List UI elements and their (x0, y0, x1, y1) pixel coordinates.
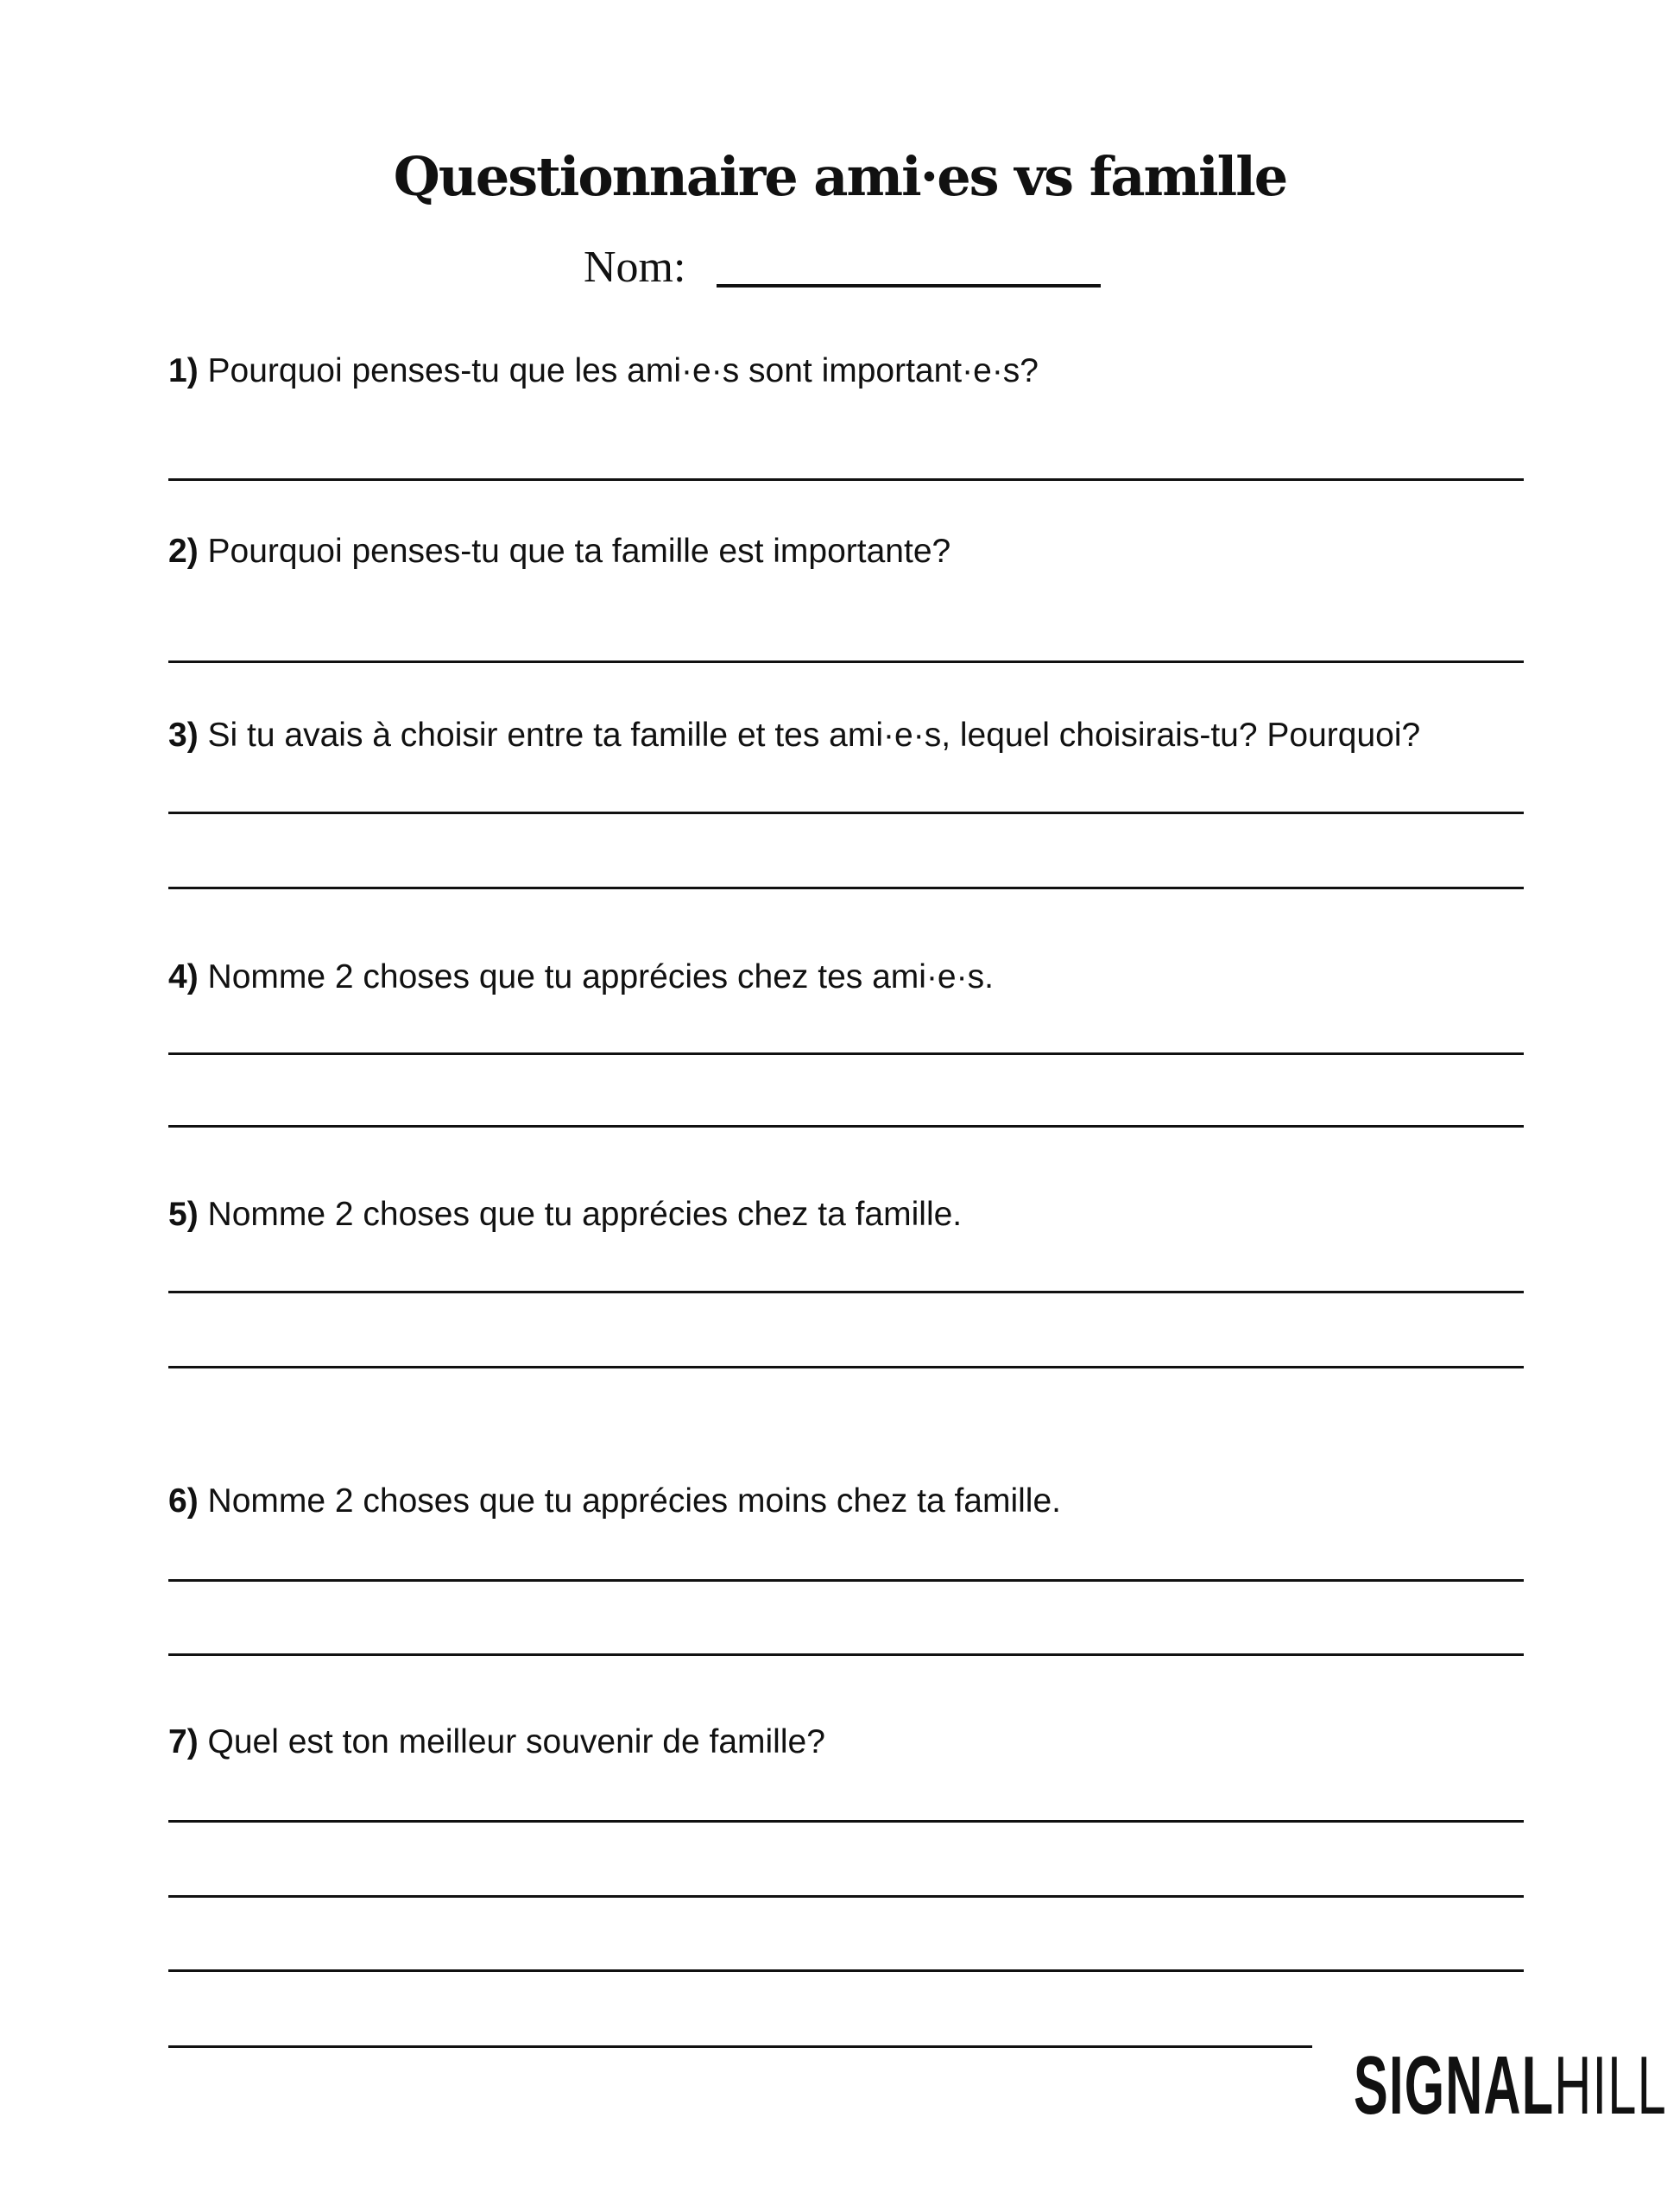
question-number: 3) (168, 717, 199, 754)
answer-line[interactable] (168, 887, 1524, 889)
question-7 (168, 1723, 825, 1761)
question-1 (168, 352, 1039, 390)
question-6 (168, 1482, 1061, 1520)
question-text: Quel est ton meilleur souvenir de famille? (207, 1723, 825, 1760)
name-answer-line[interactable] (717, 284, 1101, 288)
question-2 (168, 533, 951, 571)
name-label: Nom: (584, 243, 686, 292)
answer-line[interactable] (168, 478, 1524, 481)
answer-line[interactable] (168, 1653, 1524, 1656)
question-number: 2) (168, 533, 199, 570)
question-text: Nomme 2 choses que tu apprécies chez tes ami·e·s. (207, 958, 994, 995)
question-text: Si tu avais à choisir entre ta famille et tes ami·e·s, lequel choisirais-tu? Pourquoi? (207, 717, 1421, 754)
answer-line[interactable] (168, 1820, 1524, 1823)
question-text: Pourquoi penses-tu que les ami·e·s sont important·e·s? (207, 352, 1039, 389)
question-number: 5) (168, 1196, 199, 1233)
answer-line[interactable] (168, 1366, 1524, 1368)
answer-line[interactable] (168, 812, 1524, 814)
page-title: Questionnaire ami·es vs famille (393, 145, 1287, 208)
answer-line[interactable] (168, 1125, 1524, 1128)
answer-line[interactable] (168, 2045, 1312, 2048)
answer-line[interactable] (168, 660, 1524, 663)
question-text: Nomme 2 choses que tu apprécies moins chez ta famille. (207, 1482, 1061, 1520)
answer-line[interactable] (168, 1969, 1524, 1972)
answer-line[interactable] (168, 1291, 1524, 1293)
question-text: Nomme 2 choses que tu apprécies chez ta famille. (207, 1196, 963, 1233)
question-number: 6) (168, 1482, 199, 1520)
question-text: Pourquoi penses-tu que ta famille est importante? (207, 533, 951, 570)
signalhill-logo: SIGNALHILL (1354, 2039, 1667, 2132)
question-5 (168, 1196, 962, 1234)
question-number: 4) (168, 958, 199, 995)
answer-line[interactable] (168, 1052, 1524, 1055)
answer-line[interactable] (168, 1895, 1524, 1898)
question-number: 7) (168, 1723, 199, 1760)
answer-line[interactable] (168, 1579, 1524, 1582)
question-number: 1) (168, 352, 199, 389)
question-3 (168, 717, 1420, 755)
question-4 (168, 958, 994, 996)
